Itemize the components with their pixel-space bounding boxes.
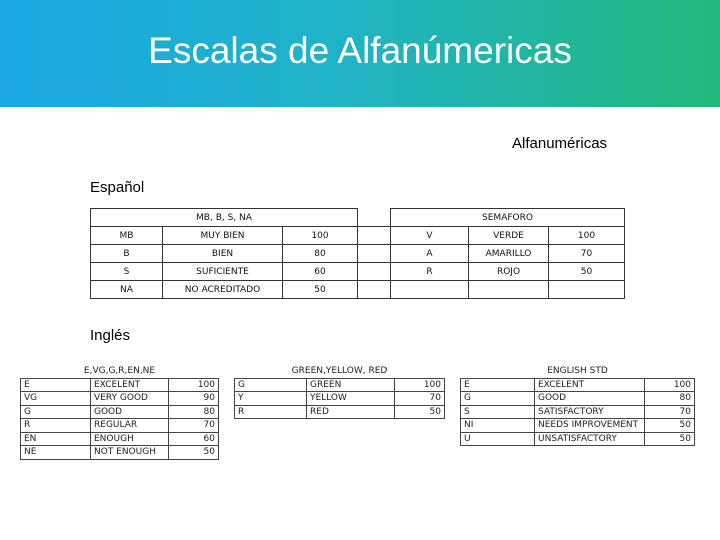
table-row: Y YELLOW 70 bbox=[235, 392, 445, 406]
table-cell: 100 bbox=[549, 227, 625, 245]
table-cell: AMARILLO bbox=[469, 245, 549, 263]
table-cell: BIEN bbox=[163, 245, 283, 263]
table-cell: 70 bbox=[549, 245, 625, 263]
table-cell: MB bbox=[91, 227, 163, 245]
table-cell: A bbox=[391, 245, 469, 263]
table-header: E,VG,G,R,EN,NE bbox=[21, 365, 219, 378]
table-row bbox=[91, 263, 625, 281]
table-header: SEMAFORO bbox=[391, 209, 625, 227]
table-row bbox=[91, 227, 625, 245]
table-row: NE NOT ENOUGH 50 bbox=[21, 446, 219, 460]
table-row: G GOOD 80 bbox=[461, 392, 695, 406]
table-row: NI NEEDS IMPROVEMENT 50 bbox=[461, 419, 695, 433]
table-cell: R bbox=[391, 263, 469, 281]
table-cell: VERDE bbox=[469, 227, 549, 245]
english-table-2 bbox=[234, 365, 445, 419]
table-cell: NA bbox=[91, 281, 163, 299]
table-cell: 50 bbox=[283, 281, 358, 299]
table-row: R RED 50 bbox=[235, 405, 445, 419]
table-row: VG VERY GOOD 90 bbox=[21, 392, 219, 406]
table-cell: 60 bbox=[283, 263, 358, 281]
spanish-label: Español bbox=[90, 179, 145, 196]
english-table-3 bbox=[460, 365, 695, 446]
spanish-scale-table bbox=[90, 208, 625, 299]
table-cell: ROJO bbox=[469, 263, 549, 281]
table-cell: V bbox=[391, 227, 469, 245]
subtitle: Alfanuméricas bbox=[512, 135, 608, 152]
table-cell: 50 bbox=[549, 263, 625, 281]
table-cell: 100 bbox=[283, 227, 358, 245]
table-cell: B bbox=[91, 245, 163, 263]
table-row: EN ENOUGH 60 bbox=[21, 432, 219, 446]
table-cell: 80 bbox=[283, 245, 358, 263]
table-row: E EXCELENT 100 bbox=[461, 378, 695, 392]
table-cell: S bbox=[91, 263, 163, 281]
table-header: ENGLISH STD bbox=[461, 365, 695, 378]
table-row: G GREEN 100 bbox=[235, 378, 445, 392]
table-row: E EXCELENT 100 bbox=[21, 378, 219, 392]
table-row bbox=[91, 281, 625, 299]
table-header: GREEN,YELLOW, RED bbox=[235, 365, 445, 378]
english-table-1 bbox=[20, 365, 219, 460]
table-row: R REGULAR 70 bbox=[21, 419, 219, 433]
table-cell: SUFICIENTE bbox=[163, 263, 283, 281]
table-row: G GOOD 80 bbox=[21, 405, 219, 419]
table-header: MB, B, S, NA bbox=[91, 209, 358, 227]
english-label: Inglés bbox=[90, 327, 131, 344]
table-row: S SATISFACTORY 70 bbox=[461, 405, 695, 419]
table-row bbox=[91, 245, 625, 263]
page-title: Escalas de Alfanúmericas bbox=[148, 30, 572, 71]
table-cell: NO ACREDITADO bbox=[163, 281, 283, 299]
table-row: U UNSATISFACTORY 50 bbox=[461, 432, 695, 446]
table-cell: MUY BIEN bbox=[163, 227, 283, 245]
